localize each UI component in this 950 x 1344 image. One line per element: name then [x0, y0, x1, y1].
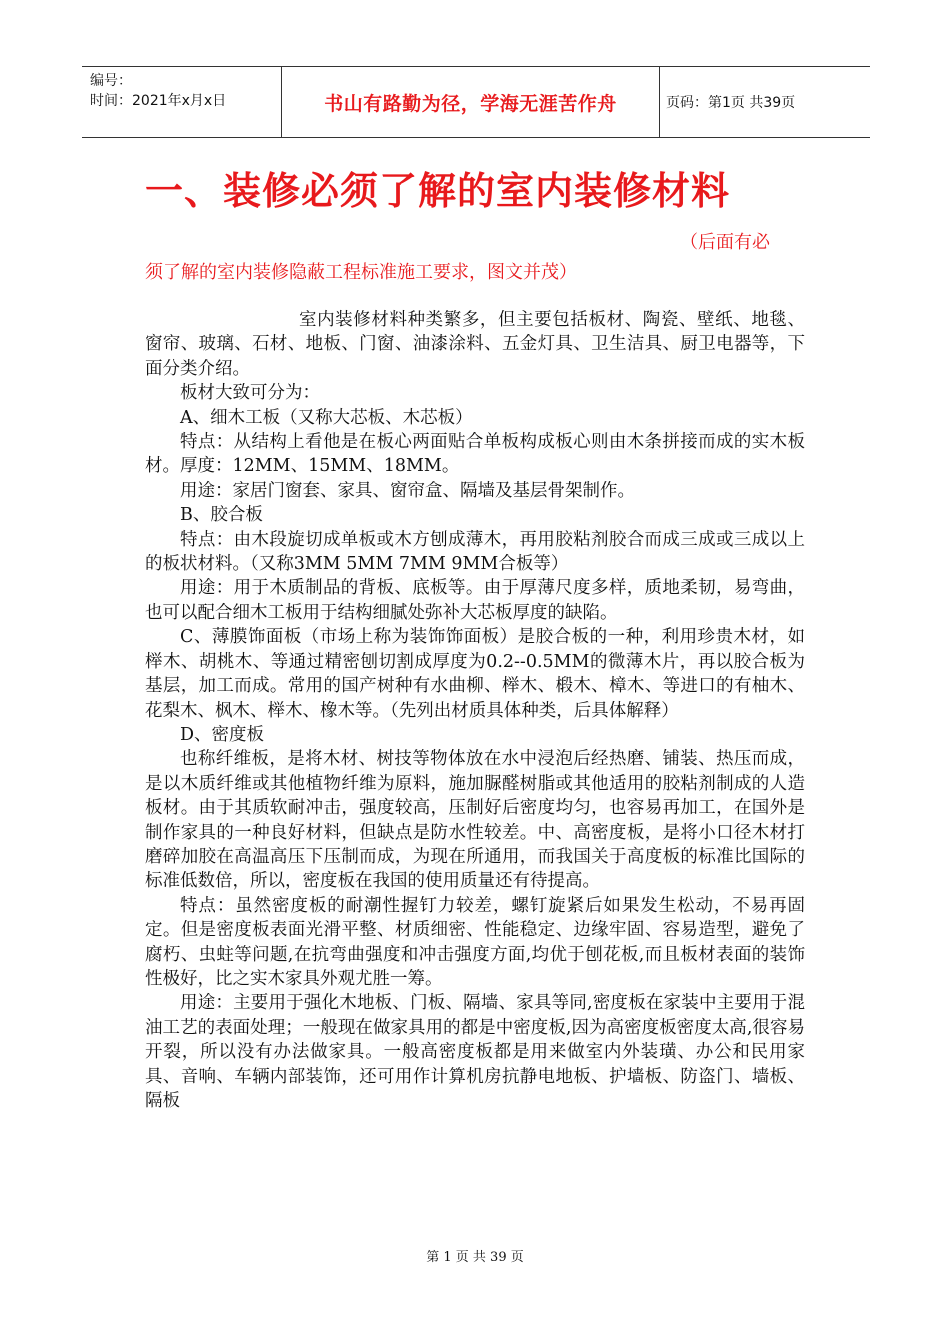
paragraph: 板材大致可分为： — [180, 383, 320, 404]
time-label: 时间：2021年x月x日 — [90, 93, 227, 109]
page-footer: 第 1 页 共 39 页 — [426, 1250, 524, 1265]
paragraph: 特点：虽然密度板的耐潮性握钉力较差，螺钉旋紧后如果发生松动，不易再固定。但是密度板表面光滑平整、材质细密、性能稳定、边缘牢固、容易造型，避免了腐朽、虫蛀等问题,在抗弯曲强度和冲击强度方面,均优于刨花板,而且板材表面的装饰性极好，比之实木家具外观尤胜一筹。 — [145, 895, 805, 989]
paragraph: 用途：用于木质制品的背板、底板等。由于厚薄尺度多样，质地柔韧，易弯曲，也可以配合细木工板用于结构细腻处弥补大芯板厚度的缺陷。 — [145, 578, 805, 623]
paragraph: 用途：家居门窗套、家具、窗帘盒、隔墙及基层骨架制作。 — [180, 480, 635, 501]
paragraph: 也称纤维板，是将木材、树技等物体放在水中浸泡后经热磨、铺装、热压而成，是以木质纤维或其他植物纤维为原料，施加脲醛树脂或其他适用的胶粘剂制成的人造板材。由于其质软耐冲击，强度较高，压制好后密度均匀，也容易再加工，在国外是制作家具的一种良好材料，但缺点是防水性较差。中、高密度板，是将小口径木材打磨碎加胶在高温高压下压制而成，为现在所通用，而我国关于高度板的标准比国际的标准低数倍，所以，密度板在我国的使用质量还有待提高。 — [145, 749, 805, 892]
code-label: 编号： — [90, 73, 132, 89]
paragraph: D、密度板 — [180, 724, 265, 745]
paragraph: A、细木工板（又称大芯板、木芯板） — [180, 407, 473, 428]
paragraph: 特点：从结构上看他是在板心两面贴合单板构成板心则由木条拼接而成的实木板材。厚度：12MM、15MM、18MM。 — [145, 432, 805, 477]
paragraph: B、胶合板 — [180, 505, 263, 526]
subtitle-line-2: 须了解的室内装修隐蔽工程标准施工要求，图文并茂） — [145, 262, 577, 283]
paragraph: 室内装修材料种类繁多，但主要包括板材、陶瓷、壁纸、地毯、窗帘、玻璃、石材、地板、门窗、油漆涂料、五金灯具、卫生洁具、厨卫电器等，下面分类介绍。 — [145, 310, 805, 379]
paragraph: C、薄膜饰面板（市场上称为装饰饰面板）是胶合板的一种，利用珍贵木材，如榉木、胡桃木、等通过精密刨切割成厚度为0.2--0.5MM的微薄木片，再以胶合板为基层，加工而成。常用的国产树种有水曲柳、榉木、椴木、樟木、等进口的有柚木、花梨木、枫木、榉木、橡木等。（先列出材质具体种类，后具体解释） — [145, 627, 805, 721]
body-text — [145, 308, 805, 1113]
header-meta — [82, 67, 282, 137]
paragraph: 特点：由木段旋切成单板或木方刨成薄木，再用胶粘剂胶合而成三成或三成以上的板状材料。（又称3MM 5MM 7MM 9MM合板等） — [145, 529, 805, 575]
header-motto: 书山有路勤为径，学海无涯苦作舟 — [282, 67, 660, 137]
subtitle-line-1: （后面有必 — [680, 232, 770, 253]
paragraph: 用途：主要用于强化木地板、门板、隔墙、家具等同,密度板在家装中主要用于混油工艺的表面处理；一般现在做家具用的都是中密度板,因为高密度板密度太高,很容易开裂，所以没有办法做家具。一般高密度板都是用来做室内外装璜、办公和民用家具、音响、车辆内部装饰，还可用作计算机房抗静电地板、护墙板、防盗门、墙板、隔板 — [145, 993, 805, 1111]
header-page-info: 页码：第1页 共39页 — [666, 95, 796, 111]
page-header — [82, 66, 870, 138]
document-title: 一、装修必须了解的室内装修材料 — [145, 169, 731, 213]
